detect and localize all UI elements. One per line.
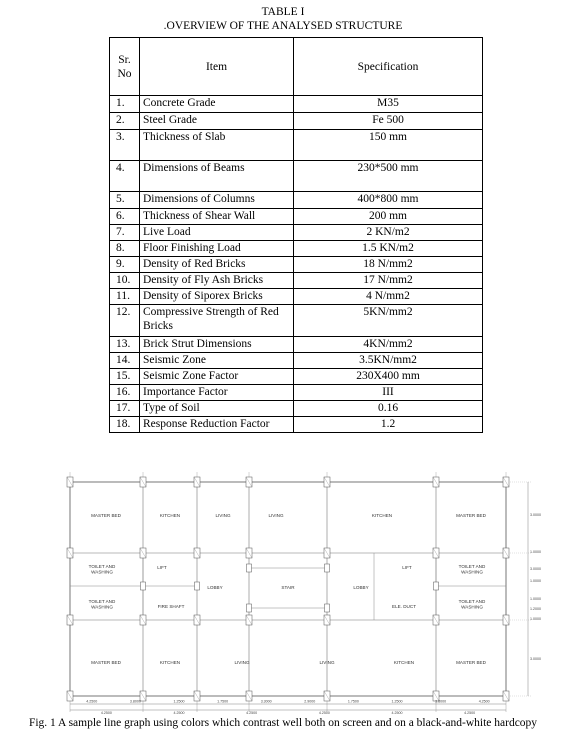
dimension-label: 4.2500 [464, 711, 476, 715]
table-row [110, 225, 483, 241]
room-label: TOILET AND [458, 599, 486, 604]
dimension-label: 4.2500 [246, 711, 258, 715]
room-label: WASHING [461, 604, 483, 610]
cell-sr-no: 8. [110, 241, 140, 257]
table-row [110, 305, 483, 337]
dimension-label: 3.3000 [260, 699, 272, 704]
cell-specification: 200 mm [294, 209, 483, 225]
dimension-label: 1.2500 [391, 699, 403, 704]
room-label: ELE. DUCT [392, 604, 416, 609]
cell-specification: 230X400 mm [294, 369, 483, 385]
table-row [110, 241, 483, 257]
cell-item: Density of Fly Ash Bricks [140, 273, 294, 289]
cell-item: Importance Factor [140, 385, 294, 401]
table-row [110, 273, 483, 289]
dimension-label: 4.2500 [391, 711, 403, 715]
cell-specification: 4 N/mm2 [294, 289, 483, 305]
room-label: KITCHEN [371, 513, 393, 518]
cell-specification: M35 [294, 96, 483, 113]
room-label: KITCHEN [159, 513, 181, 518]
room-label: FIRE SHAFT [157, 604, 185, 609]
cell-item: Density of Siporex Bricks [140, 289, 294, 305]
table-row [110, 96, 483, 113]
cell-sr-no: 15. [110, 369, 140, 385]
dimension-label: 1.0000 [530, 550, 541, 554]
cell-sr-no: 2. [110, 113, 140, 130]
column [325, 564, 330, 572]
table-body [110, 96, 483, 433]
cell-specification: 230*500 mm [294, 161, 483, 192]
cell-item: Compressive Strength of Red Bricks [140, 305, 294, 337]
cell-sr-no: 17. [110, 401, 140, 417]
cell-sr-no: 11. [110, 289, 140, 305]
column [247, 564, 252, 572]
cell-item: Response Reduction Factor [140, 417, 294, 433]
dimension-label: 3.0000 [530, 657, 541, 661]
room-label: LIVING [268, 513, 284, 518]
room-label: LIFT [157, 565, 167, 570]
room-label: LIVING [234, 660, 250, 665]
cell-item: Live Load [140, 225, 294, 241]
cell-specification: Fe 500 [294, 113, 483, 130]
dimension-label: 3.0000 [530, 567, 541, 571]
dimension-label: 3.8000 [129, 699, 141, 704]
cell-sr-no: 14. [110, 353, 140, 369]
room-label: LOBBY [207, 585, 223, 590]
column [141, 582, 146, 590]
cell-specification: 17 N/mm2 [294, 273, 483, 289]
cell-item: Dimensions of Columns [140, 192, 294, 209]
room-label: LIVING [319, 660, 335, 665]
cell-sr-no: 6. [110, 209, 140, 225]
plan-grid-lines [70, 472, 506, 696]
dimension-label: 1.7500 [217, 699, 229, 704]
room-label: LIFT [402, 565, 412, 570]
dimension-label: 1.0000 [530, 597, 541, 601]
specification-table [109, 37, 483, 433]
room-label: WASHING [91, 569, 113, 575]
cell-item: Seismic Zone Factor [140, 369, 294, 385]
header-sr-no: Sr. No [110, 38, 140, 96]
cell-specification: 2 KN/m2 [294, 225, 483, 241]
column [325, 604, 330, 612]
dimension-label: 1.0000 [530, 617, 541, 621]
table-row [110, 257, 483, 273]
cell-specification: 3.5KN/mm2 [294, 353, 483, 369]
room-label: WASHING [91, 604, 113, 610]
cell-specification: 1.5 KN/m2 [294, 241, 483, 257]
room-label: WASHING [461, 569, 483, 575]
cell-sr-no: 10. [110, 273, 140, 289]
room-label: KITCHEN [393, 660, 415, 665]
cell-item: Thickness of Slab [140, 130, 294, 161]
column [195, 582, 200, 590]
cell-item: Floor Finishing Load [140, 241, 294, 257]
dimension-label: 4.2500 [86, 699, 98, 704]
table-row [110, 161, 483, 192]
cell-sr-no: 18. [110, 417, 140, 433]
header-item: Item [140, 38, 294, 96]
table-caption-number: TABLE I [261, 6, 305, 18]
room-label: MASTER BED [91, 513, 121, 518]
room-label: TOILET AND [88, 564, 116, 569]
cell-sr-no: 4. [110, 161, 140, 192]
cell-item: Brick Strut Dimensions [140, 337, 294, 353]
dimension-label: 3.0000 [530, 513, 541, 517]
table-row [110, 369, 483, 385]
dimension-label: 4.2500 [173, 711, 185, 715]
room-label: TOILET AND [88, 599, 116, 604]
cell-item: Seismic Zone [140, 353, 294, 369]
table-header-row [110, 38, 483, 96]
column [434, 582, 439, 590]
table-row [110, 417, 483, 433]
cell-sr-no: 7. [110, 225, 140, 241]
cell-item: Steel Grade [140, 113, 294, 130]
room-label: MASTER BED [456, 660, 486, 665]
table-row [110, 289, 483, 305]
dimension-label: 1.0000 [530, 579, 541, 583]
table-row [110, 401, 483, 417]
room-label: MASTER BED [456, 513, 486, 518]
cell-sr-no: 12. [110, 305, 140, 337]
plan-room-labels [89, 513, 487, 665]
dimension-label: 2.9000 [304, 699, 316, 704]
table-row [110, 130, 483, 161]
table-row [110, 337, 483, 353]
cell-item: Dimensions of Beams [140, 161, 294, 192]
dimension-label: 1.2000 [530, 607, 541, 611]
cell-item: Type of Soil [140, 401, 294, 417]
dimension-label: 1.2500 [173, 699, 185, 704]
cell-sr-no: 1. [110, 96, 140, 113]
cell-sr-no: 13. [110, 337, 140, 353]
cell-specification: 0.16 [294, 401, 483, 417]
room-label: KITCHEN [159, 660, 181, 665]
table-row [110, 192, 483, 209]
cell-sr-no: 16. [110, 385, 140, 401]
cell-specification: 150 mm [294, 130, 483, 161]
cell-specification: III [294, 385, 483, 401]
figure-caption: Fig. 1 A sample line graph using colors which contrast well both on screen and on a black-and-white hardcopy [28, 717, 538, 729]
room-label: MASTER BED [91, 660, 121, 665]
room-label: TOILET AND [458, 564, 486, 569]
table-row [110, 385, 483, 401]
dimension-label: 4.2500 [100, 711, 112, 715]
cell-specification: 4KN/mm2 [294, 337, 483, 353]
floor-plan-drawing [64, 470, 544, 715]
cell-item: Concrete Grade [140, 96, 294, 113]
dimension-label: 1.7500 [347, 699, 359, 704]
room-label: STAIR [281, 585, 295, 590]
dimension-label: 3.8000 [435, 699, 447, 704]
table-caption-title: .OVERVIEW OF THE ANALYSED STRUCTURE [163, 20, 403, 32]
table-row [110, 209, 483, 225]
cell-specification: 400*800 mm [294, 192, 483, 209]
cell-specification: 1.2 [294, 417, 483, 433]
dimension-label: 4.2500 [478, 699, 490, 704]
cell-item: Thickness of Shear Wall [140, 209, 294, 225]
cell-sr-no: 3. [110, 130, 140, 161]
room-label: LOBBY [353, 585, 369, 590]
cell-specification: 5KN/mm2 [294, 305, 483, 337]
room-label: LIVING [215, 513, 231, 518]
cell-specification: 18 N/mm2 [294, 257, 483, 273]
dimension-label: 4.2500 [318, 711, 330, 715]
cell-sr-no: 9. [110, 257, 140, 273]
column [247, 604, 252, 612]
table-row [110, 353, 483, 369]
cell-sr-no: 5. [110, 192, 140, 209]
cell-item: Density of Red Bricks [140, 257, 294, 273]
header-specification: Specification [294, 38, 483, 96]
table-row [110, 113, 483, 130]
